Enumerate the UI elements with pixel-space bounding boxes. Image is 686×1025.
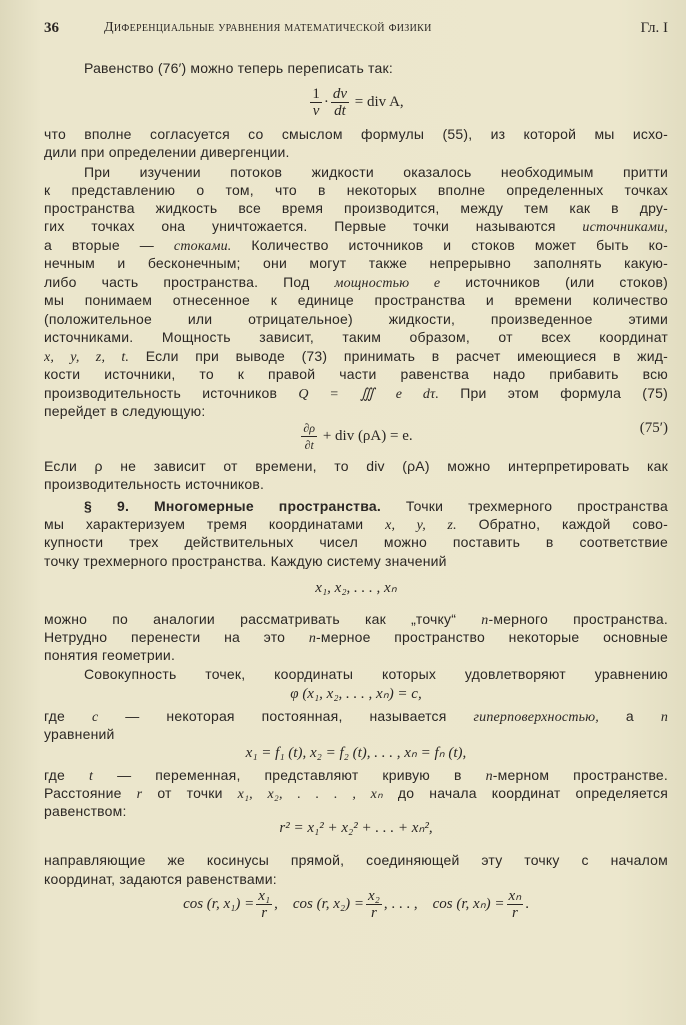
cos-term: [432, 888, 529, 921]
denominator: r: [371, 905, 377, 921]
text-run: мы характеризуем тремя координатами: [44, 516, 386, 532]
italic-term: n: [481, 613, 489, 628]
text-run: а: [598, 708, 661, 724]
text-run: Количество источников и стоков может быть ко-: [231, 237, 668, 253]
italic-term: Q = ∭ e dτ.: [298, 387, 440, 402]
italic-term: мощностью e: [334, 276, 441, 291]
text-line: [44, 181, 668, 199]
text-run: Если ρ не зависит от времени, то div (ρA) можно интерпретировать как: [44, 458, 668, 474]
formula-rhs: + div (ρA) = e.: [322, 427, 413, 444]
text-line: [44, 402, 668, 420]
text-line: [44, 143, 668, 161]
text-line: [84, 497, 668, 515]
cos-term: [292, 888, 418, 921]
italic-term: x₁, x₂, . . . , xₙ: [237, 787, 383, 802]
formula-75-prime: [44, 420, 668, 453]
text-run: Расстояние: [44, 785, 137, 801]
text-line: [44, 365, 668, 383]
text-run: а вторые —: [44, 237, 174, 253]
text-run: — некоторая постоянная, называется: [98, 708, 474, 724]
text-run: можно по аналогии рассматривать как „точку“: [44, 611, 482, 627]
text-run: купности трех действительных чисел можно поставить в соответствие: [44, 534, 668, 550]
text-line: [44, 725, 668, 743]
equation-tag: (75′): [639, 420, 668, 436]
numerator: xₙ: [508, 888, 522, 904]
cos-lhs: cos (r, x₁) =: [183, 895, 255, 912]
text-run: точку трехмерного пространства. Каждую систему значений: [44, 553, 447, 569]
page-number: 36: [44, 20, 59, 36]
denominator: dt: [334, 103, 346, 119]
text-run: -мерном пространстве.: [492, 767, 668, 783]
text-run: дили при определении дивергенции.: [44, 144, 290, 160]
formula-coordinates: [44, 578, 668, 597]
text-run: (положительное или отрицательное) жидкости, произведенное этими: [44, 311, 668, 327]
text-run: кости источники, то к правой части равенства надо прибавить всю: [44, 366, 668, 382]
separator: ,: [274, 895, 278, 912]
text-line: [44, 291, 668, 309]
text-run: направляющие же косинусы прямой, соединяющей эту точку с началом: [44, 852, 668, 868]
text-run: -мерное пространство некоторые основные: [316, 629, 668, 645]
text-line: [44, 552, 668, 570]
formula-hypersurface: [44, 684, 668, 703]
text-run: Если при выводе (73) принимать в расчет имеющиеся в жид-: [129, 348, 668, 364]
text-run: координат, задаются равенствами:: [44, 871, 277, 887]
text-run: производительность источников.: [44, 476, 265, 492]
text-line: [44, 784, 668, 802]
denominator: ∂t: [304, 438, 314, 452]
italic-term: t: [89, 769, 94, 784]
numerator: x₁: [258, 888, 271, 904]
text-run: источниками. Мощность зависит, таким образом, от всех координат: [44, 329, 668, 345]
italic-term: n: [660, 710, 668, 725]
text-line: [44, 851, 668, 869]
denominator: r: [261, 905, 268, 921]
text-run: либо часть пространства. Под: [44, 274, 335, 290]
italic-term: стоками.: [173, 239, 232, 254]
text-line: [44, 870, 668, 888]
formula-curve: [44, 743, 668, 762]
separator: .: [525, 895, 529, 912]
text-line: [44, 533, 668, 551]
text-line: [44, 199, 668, 217]
text-run: пространства жидкость все время производится, между тем как в дру-: [44, 200, 668, 216]
text-run: что вполне согласуется со смыслом формулы (55), из которой мы исхо-: [44, 126, 668, 142]
text-run: При изучении потоков жидкости оказалось необходимым притти: [84, 164, 668, 180]
italic-term: n: [308, 631, 317, 646]
text-line: [44, 384, 668, 402]
formula-distance: [44, 818, 668, 837]
text-line: [84, 665, 668, 683]
text-run: источников (или стоков): [440, 274, 668, 290]
text-run: производительность источников: [44, 385, 299, 401]
section-heading: § 9. Многомерные пространства.: [84, 498, 381, 514]
italic-term: x, y, z, t.: [44, 350, 130, 365]
italic-term: гиперповерхностью,: [473, 710, 599, 725]
italic-term: n: [485, 769, 493, 784]
text-run: где: [44, 767, 90, 783]
text-line: [44, 236, 668, 254]
text-line: [44, 273, 668, 291]
denominator: v: [312, 103, 320, 119]
numerator: dv: [332, 86, 348, 102]
denominator: r: [511, 905, 518, 921]
text-line: [44, 515, 668, 533]
text-run: При этом формула (75): [439, 385, 668, 401]
text-line: [44, 328, 668, 346]
numerator: 1: [312, 86, 320, 102]
formula-text: φ (x₁, x₂, . . . , xₙ) = c,: [290, 686, 422, 702]
formula-direction-cosines: [44, 888, 668, 921]
numerator: x₂: [368, 888, 380, 904]
text-run: нечным и бесконечным; они могут также непрерывно заполнять какую-: [44, 255, 668, 271]
text-run: к представлению о том, что в некоторых вполне определенных точках: [44, 182, 668, 198]
italic-term: c: [91, 710, 99, 725]
cos-term: [183, 888, 278, 921]
formula-div-a: $\frac{1}{v}$ · $\frac{dv}{dt}$ = div A,: [312, 86, 404, 119]
text-run: уравнений: [44, 726, 115, 742]
text-line: [44, 457, 668, 475]
text-run: Нетрудно перенести на это: [44, 629, 309, 645]
text-run: мы понимаем отнесенное к единице пространства и времени количество: [44, 292, 668, 308]
running-header: [44, 20, 668, 40]
text-line: [44, 310, 668, 328]
text-run: Равенство (76′) можно теперь переписать так:: [84, 60, 393, 76]
text-line: [44, 475, 668, 493]
text-run: равенством:: [44, 803, 127, 819]
text-line: [44, 707, 668, 725]
text-run: Обратно, каждой сово-: [456, 516, 668, 532]
formula-rhs: = div A,: [354, 93, 404, 110]
text-run: понятия геометрии.: [44, 647, 176, 663]
text-run: перейдет в следующую:: [44, 403, 206, 419]
text-line: [44, 646, 668, 664]
formula-text: x₁ = f₁ (t), x₂ = f₂ (t), . . . , xₙ = fₙ (t),: [245, 745, 467, 761]
text-line: [44, 217, 668, 235]
italic-term: x, y, z.: [385, 518, 457, 533]
text-line: [44, 628, 668, 646]
text-run: гих точках она уничтожается. Первые точки называются: [44, 218, 583, 234]
text-run: до начала координат определяется: [382, 785, 668, 801]
separator: , . . . ,: [383, 895, 418, 912]
cos-lhs: cos (r, xₙ) =: [432, 895, 505, 912]
formula-text: r² = x₁² + x₂² + . . . + xₙ²,: [279, 820, 433, 836]
text-run: — переменная, представляют кривую в: [93, 767, 486, 783]
header-title: Диференциальные уравнения математической физики: [104, 20, 432, 35]
text-run: Точки трехмерного пространства: [380, 498, 668, 514]
text-line: [84, 59, 668, 77]
italic-term: r: [136, 787, 143, 802]
italic-term: источниками,: [582, 220, 668, 235]
text-line: [44, 766, 668, 784]
text-run: от точки: [142, 785, 238, 801]
text-line: [84, 163, 668, 181]
formula-text: x₁, x₂, . . . , xₙ: [315, 580, 397, 596]
text-run: Совокупность точек, координаты которых удовлетворяют уравнению: [84, 666, 668, 682]
text-run: -мерного пространства.: [488, 611, 668, 627]
text-run: где: [44, 708, 92, 724]
cos-lhs: cos (r, x₂) =: [292, 895, 364, 912]
text-line: [44, 125, 668, 143]
text-line: [44, 347, 668, 365]
text-line: [44, 254, 668, 272]
text-line: [44, 610, 668, 628]
numerator: ∂ρ: [303, 421, 316, 435]
chapter-label: Гл. I: [640, 20, 668, 36]
